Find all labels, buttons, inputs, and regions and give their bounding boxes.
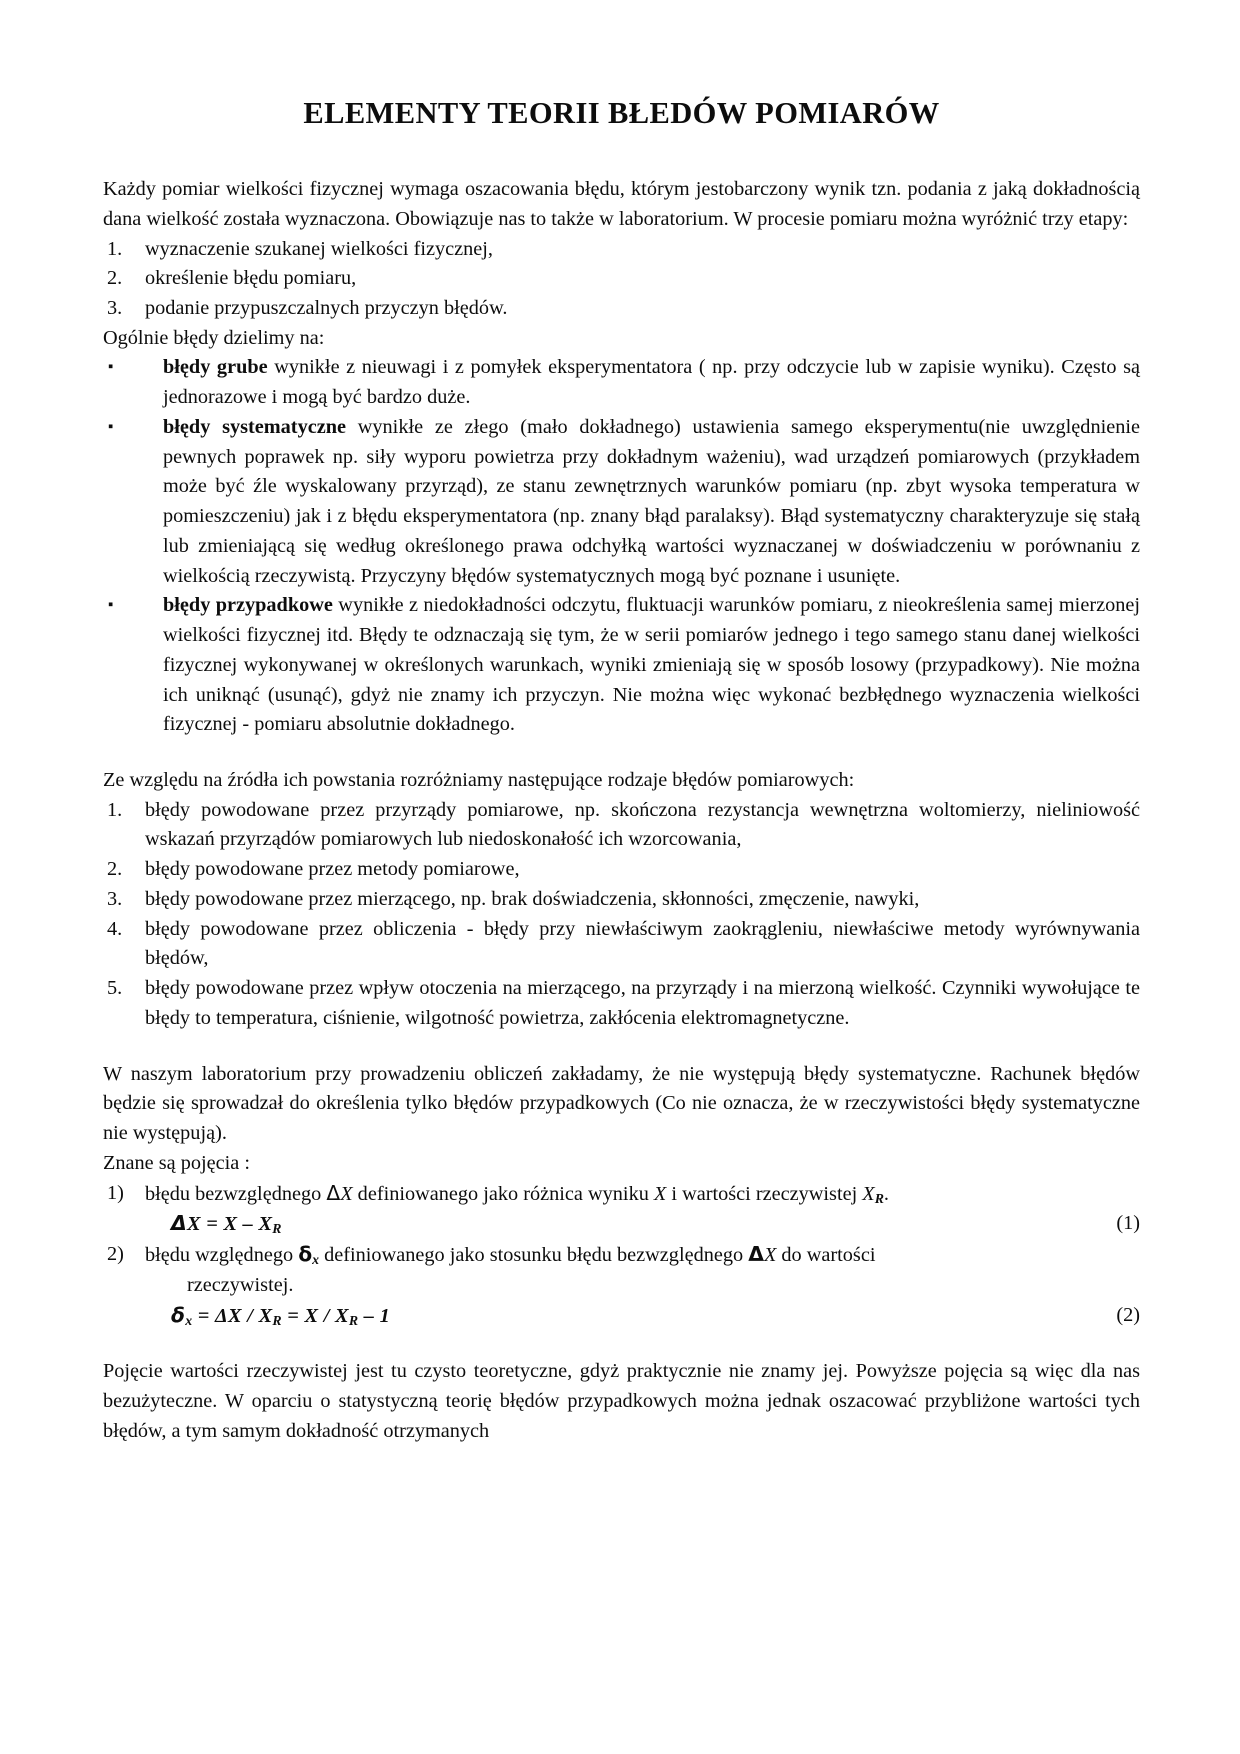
list-item [103,235,1140,265]
equation-operator: / [318,1304,336,1327]
equation-rhs-var: X [335,1304,349,1327]
list-item-text: wynikłe z niedokładności odczytu, fluktuacji warunków pomiaru, z nieokreślenia samej mierzonej wielkości fizycznej itd. Błędy te odznaczają się tym, że w serii pomiarów jednego i tego samego stanu danej wielkości fizycznej wykonywanej w określonych warunkach, wyniki zmieniają się w sposób losowy (przypadkowy). Nie można ich uniknąć (usunąć), gdyż nie znamy ich przyczyn. Nie można więc wykonać bezbłędnego wyznaczenia wielkości fizycznej - pomiaru absolutnie dokładnego. [163,594,1140,736]
list-item [103,1240,1140,1300]
definition-continuation: rzeczywistej. [187,1273,294,1296]
list-item-text: wynikłe z nieuwagi i z pomyłek eksperymentatora ( np. przy odczycie lub w zapisie wyniku). Często są jednorazowe i mogą być bardzo duże. [163,356,1140,409]
list-marker: 1. [107,237,123,260]
equation-operator: / [241,1304,259,1327]
list-item-text: wynikłe ze złego (mało dokładnego) ustawienia samego eksperymentu(nie uwzględnienie pewnych poprawek np. siły wyporu powietrza przy dokładnym ważeniu), wad urządzeń pomiarowych (przykładem może być źle wyskalowany przyrząd), ze stanu zewnętrznych warunków pomiaru (np. zbyt wysoka temperatura w pomieszczeniu) jak i z błędu eksperymentatora (np. znany błąd paralaksy). Błąd systematyczny charakteryzuje się stałą lub zmieniającą się według określonego prawa odchyłką wartości wyznaczanej w doświadczeniu w porównaniu z wielkością rzeczywistą. Przyczyny błędów systematycznych mogą być poznane i usunięte. [163,415,1140,587]
section-spacer [103,1034,1140,1060]
subscript-x: x [185,1312,193,1328]
subscript-r: R [874,1190,884,1206]
list-marker: 2. [107,858,123,881]
list-item [103,915,1140,974]
list-item [103,591,1140,740]
list-marker: 3. [107,297,123,319]
sources-list [103,796,1140,1034]
variable-x: X [763,1244,777,1267]
list-marker: 1. [107,798,123,821]
list-item-text: błędy powodowane przez mierzącego, np. brak doświadczenia, skłonności, zmęczenie, nawyki, [145,887,920,910]
delta-symbol: Δ [326,1180,341,1205]
equation-1 [171,1209,282,1240]
list-item-text: błędy powodowane przez przyrządy pomiarowe, np. skończona rezystancja wewnętrzna woltomierzy, nieliniowość wskazań przyrządów pomiarowych lub niedoskonałość ich wzorcowania, [145,798,1140,851]
definition-text [145,1244,875,1266]
equation-rhs-var: X [223,1213,238,1236]
equation-1-row [103,1209,1140,1240]
list-marker: 1) [107,1181,124,1204]
bullet-icon: ▪ [108,359,114,376]
equation-operator: – [358,1304,380,1327]
equation-operator: = [192,1304,216,1327]
subscript-x: x [312,1252,320,1268]
laboratory-paragraph: W naszym laboratorium przy prowadzeniu obliczeń zakładamy, że nie występują błędy systematyczne. Rachunek błędów będzie się sprowadzał do określenia tylko błędów przypadkowych (Co nie oznacza, że w rzeczywistości błędy systematyczne nie występują). [103,1062,1140,1145]
equation-operator: – [237,1213,259,1236]
list-item-text: błędy powodowane przez wpływ otoczenia na mierzącego, na przyrządy i na mierzoną wielkość. Czynniki wywołujące te błędy to temperatura, ciśnienie, wilgotność powietrza, zakłócenia elektromagnetyczne. [145,977,1140,1029]
term-label: błędy przypadkowe [163,594,333,617]
equation-operator: = [200,1213,224,1236]
list-item [103,974,1140,1033]
list-marker: 2. [107,267,123,290]
definition-text-part: błędu względnego [145,1244,299,1267]
equation-2 [171,1301,390,1332]
subscript-r: R [272,1221,282,1237]
stages-list [103,235,1140,324]
list-item [103,796,1140,855]
page-title: ELEMENTY TEORII BŁEDÓW POMIARÓW [303,96,940,130]
list-marker: 2) [107,1243,124,1266]
list-item-text: błędy powodowane przez obliczenia - błędy przy niewłaściwym zaokrągleniu, niewłaściwe metody wyrównywania błędów, [145,917,1140,970]
definitions-list [103,1179,1140,1210]
variable-xr: X [862,1182,875,1205]
equation-rhs-var: X [258,1304,273,1327]
definition-text-part: do wartości [776,1244,876,1267]
definition-text-part: definiowanego jako stosunku błędu bezwzględnego [319,1244,749,1267]
definition-text [145,1180,889,1206]
list-item [103,264,1140,294]
term-label: błędy systematyczne [163,415,346,438]
bullet-icon: ▪ [108,597,114,614]
list-item-text: wyznaczenie szukanej wielkości fizycznej, [145,237,493,260]
delta-symbol: Δ [748,1242,764,1267]
definition-text-part: . [883,1182,889,1205]
equation-number: (1) [1116,1212,1140,1235]
equation-number: (2) [1116,1303,1140,1326]
definition-text-part: i wartości rzeczywistej [666,1182,863,1205]
definitions-list-2 [103,1240,1140,1300]
list-marker: 3. [107,887,123,910]
term-label: błędy grube [163,356,268,379]
bullet-icon: ▪ [108,418,114,435]
list-item [103,885,1140,915]
sources-lead-in: Ze względu na źródła ich powstania rozróżniamy następujące rodzaje błędów pomiarowych: [103,769,855,792]
equation-rhs-var: X [258,1213,273,1236]
section-spacer [103,1331,1140,1357]
subscript-r: R [272,1312,282,1328]
list-marker: 4. [107,917,123,940]
definition-text-part: definiowanego jako różnica wyniku [352,1182,654,1205]
subscript-r: R [348,1312,359,1328]
list-item [103,413,1140,591]
list-item [103,294,1140,324]
equation-rhs-var: ΔX [215,1304,242,1327]
list-marker: 5. [107,977,123,1000]
equation-constant: 1 [379,1304,391,1327]
equation-lhs-var: X [187,1213,201,1236]
variable-x: X [340,1182,353,1205]
list-item-text: podanie przypuszczalnych przyczyn błędów. [145,297,508,319]
list-item [103,855,1140,885]
equation-operator: = [281,1304,305,1327]
definition-text-part: błędu bezwzględnego [145,1182,327,1205]
definitions-lead-in: Znane są pojęcia : [103,1151,250,1174]
delta-lowercase-symbol: δ [298,1242,313,1267]
equation-rhs-var: X [304,1304,319,1327]
division-lead-in: Ogólnie błędy dzielimy na: [103,326,325,349]
variable-x: X [653,1182,667,1205]
section-spacer [103,740,1140,766]
delta-lowercase-symbol: δ [171,1302,186,1327]
list-item [103,1179,1140,1210]
list-item-text: określenie błędu pomiaru, [145,267,357,290]
closing-paragraph: Pojęcie wartości rzeczywistej jest tu czysto teoretyczne, gdyż praktycznie nie znamy jej. Powyższe pojęcia są więc dla nas bezużyteczne. W oparciu o statystyczną teorię błędów przypadkowych można jednak oszacować przybliżone wartości tych błędów, a tym samym dokładność otrzymanych [103,1360,1140,1442]
list-item-text: błędy powodowane przez metody pomiarowe, [145,858,520,881]
equation-2-row [103,1301,1140,1332]
error-types-list [103,353,1140,740]
delta-symbol: Δ [171,1211,187,1236]
intro-paragraph: Każdy pomiar wielkości fizycznej wymaga oszacowania błędu, którym jestobarczony wynik tzn. podania z jaką dokładnością dana wielkość została wyznaczona. Obowiązuje nas to także w laboratorium. W procesie pomiaru można wyróżnić trzy etapy: [103,178,1140,230]
list-item [103,353,1140,412]
